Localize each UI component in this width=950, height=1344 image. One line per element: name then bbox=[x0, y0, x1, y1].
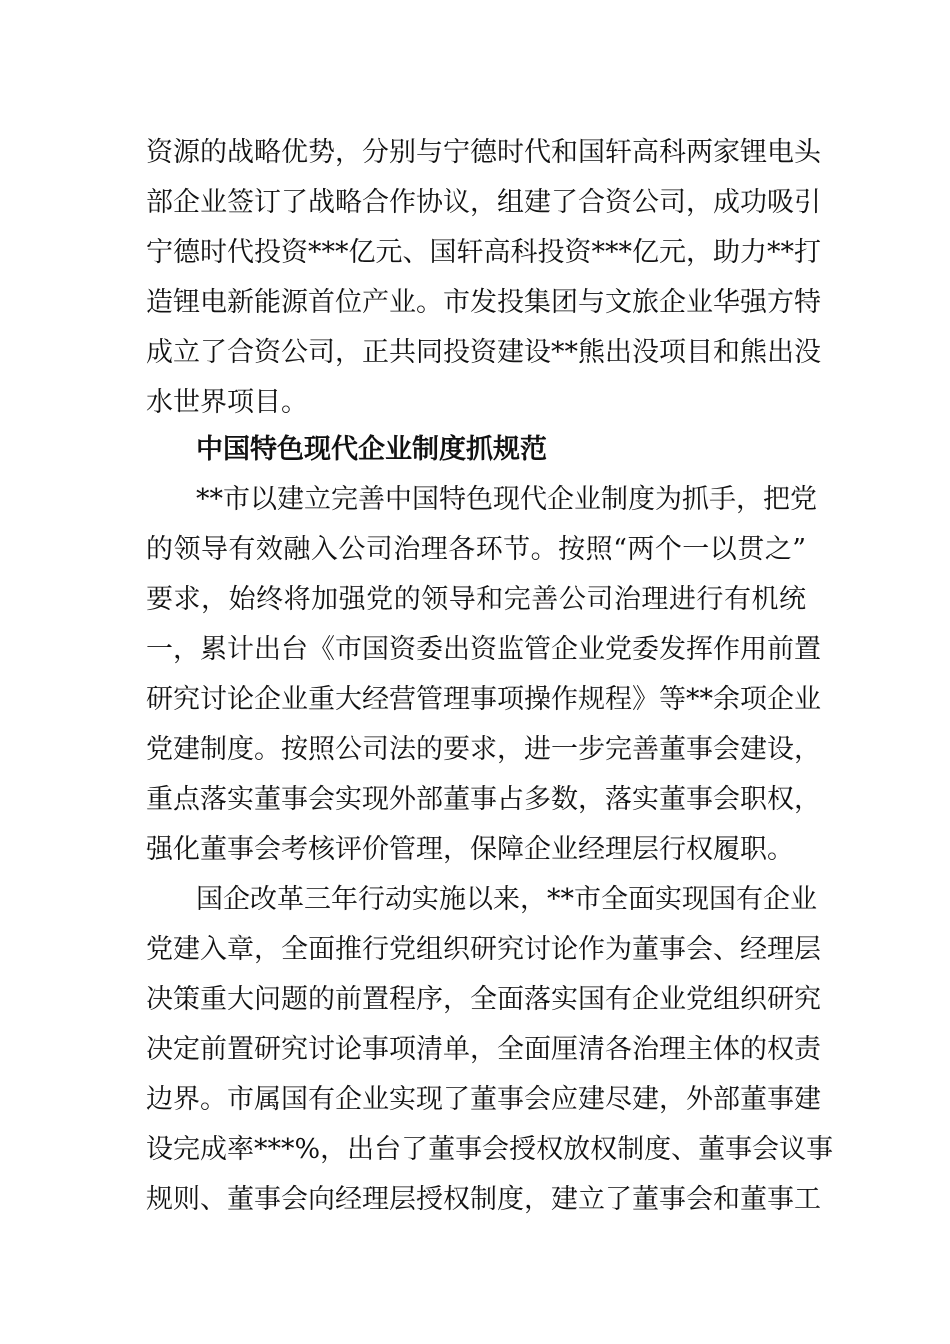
paragraph-line: 规则、董事会向经理层授权制度，建立了董事会和董事工 bbox=[146, 1184, 821, 1215]
paragraph-line: 成立了合资公司，正共同投资建设**熊出没项目和熊出没 bbox=[146, 337, 821, 368]
paragraph-line: 研究讨论企业重大经营管理事项操作规程》等**余项企业 bbox=[146, 684, 821, 715]
paragraph-line: 造锂电新能源首位产业。市发投集团与文旅企业华强方特 bbox=[146, 287, 821, 318]
paragraph-line: 决定前置研究讨论事项清单，全面厘清各治理主体的权责 bbox=[146, 1034, 821, 1065]
paragraph-line: 要求，始终将加强党的领导和完善公司治理进行有机统 bbox=[146, 584, 806, 615]
paragraph-line: 一，累计出台《市国资委出资监管企业党委发挥作用前置 bbox=[146, 634, 821, 665]
paragraph-line: 设完成率***%，出台了董事会授权放权制度、董事会议事 bbox=[146, 1134, 834, 1165]
paragraph-line: 重点落实董事会实现外部董事占多数，落实董事会职权， bbox=[146, 784, 821, 815]
paragraph-line: 党建入章，全面推行党组织研究讨论作为董事会、经理层 bbox=[146, 934, 821, 965]
paragraph-line: 党建制度。按照公司法的要求，进一步完善董事会建设， bbox=[146, 734, 821, 765]
paragraph-line: 水世界项目。 bbox=[146, 387, 308, 418]
paragraph-line: 宁德时代投资***亿元、国轩高科投资***亿元，助力**打 bbox=[146, 237, 821, 268]
paragraph-line: 的领导有效融入公司治理各环节。按照“两个一以贯之” bbox=[146, 534, 806, 565]
paragraph-line: 部企业签订了战略合作协议，组建了合资公司，成功吸引 bbox=[146, 187, 821, 218]
paragraph-line: **市以建立完善中国特色现代企业制度为抓手，把党 bbox=[196, 484, 817, 515]
paragraph-line: 资源的战略优势，分别与宁德时代和国轩高科两家锂电头 bbox=[146, 137, 821, 168]
paragraph-line: 强化董事会考核评价管理，保障企业经理层行权履职。 bbox=[146, 834, 794, 865]
paragraph-line: 边界。市属国有企业实现了董事会应建尽建，外部董事建 bbox=[146, 1084, 821, 1115]
paragraph-line: 国企改革三年行动实施以来，**市全面实现国有企业 bbox=[196, 884, 817, 915]
section-heading: 中国特色现代企业制度抓规范 bbox=[196, 434, 547, 465]
paragraph-line: 决策重大问题的前置程序，全面落实国有企业党组织研究 bbox=[146, 984, 821, 1015]
